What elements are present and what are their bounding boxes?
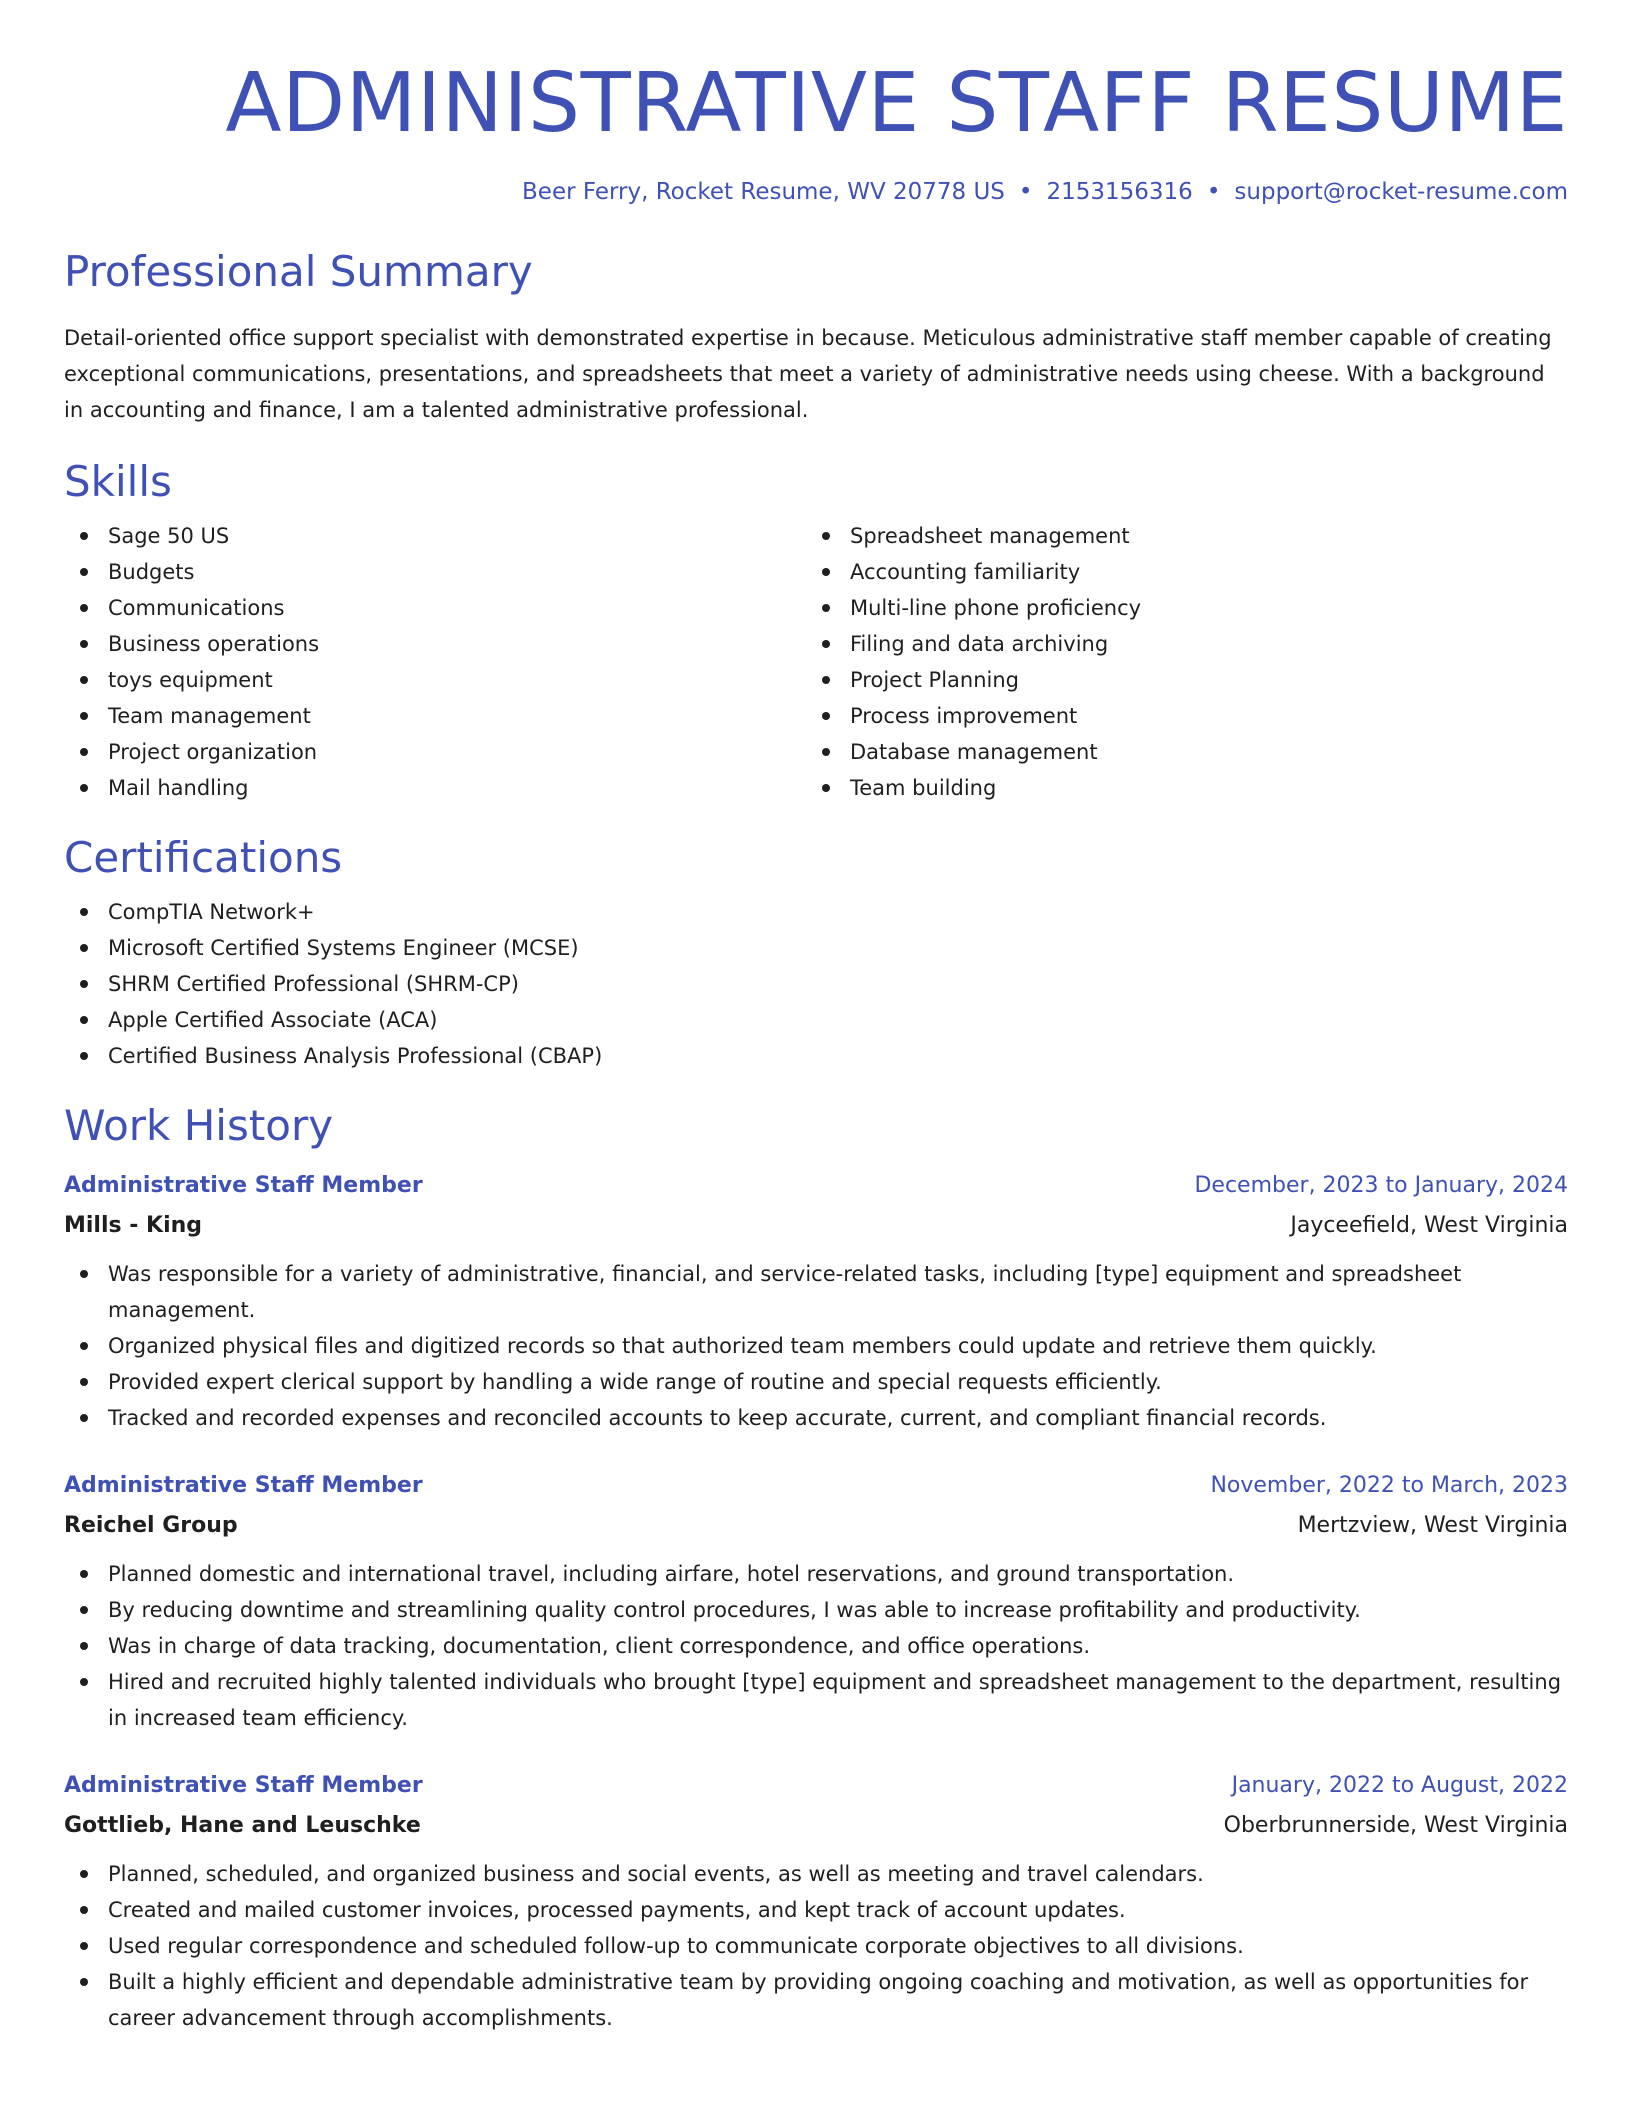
skill-item: Sage 50 US — [64, 518, 806, 554]
certifications-list — [64, 894, 1568, 1074]
job-title: Administrative Staff Member — [64, 1473, 423, 1498]
job-bullet: Planned, scheduled, and organized business and social events, as well as meeting and travel calendars. — [64, 1856, 1568, 1892]
skill-item: Team management — [64, 698, 806, 734]
skill-item: Team building — [806, 770, 1548, 806]
certifications-heading: Certifications — [64, 833, 343, 882]
certification-item: Microsoft Certified Systems Engineer (MCSE) — [64, 930, 1568, 966]
job-bullet: Organized physical files and digitized records so that authorized team members could update and retrieve them quickly. — [64, 1328, 1568, 1364]
skills-list-right — [806, 518, 1548, 806]
contact-email[interactable]: support@rocket-resume.com — [1234, 179, 1568, 205]
job-title: Administrative Staff Member — [64, 1773, 423, 1798]
contact-separator: • — [1206, 179, 1221, 205]
contact-separator: • — [1018, 179, 1033, 205]
job-title: Administrative Staff Member — [64, 1173, 423, 1198]
job-bullet: Was responsible for a variety of administrative, financial, and service-related tasks, including [type] equipment and spreadsheet management. — [64, 1256, 1568, 1328]
skill-item: Database management — [806, 734, 1548, 770]
contact-line — [64, 176, 1568, 208]
skill-item: Mail handling — [64, 770, 806, 806]
job-bullet: Used regular correspondence and scheduled follow-up to communicate corporate objectives to all divisions. — [64, 1928, 1568, 1964]
summary-heading: Professional Summary — [64, 247, 533, 296]
job-bullet: Created and mailed customer invoices, processed payments, and kept track of account updates. — [64, 1892, 1568, 1928]
job-bullet: Built a highly efficient and dependable administrative team by providing ongoing coaching and motivation, as well as opportunities for career advancement through accomplishments. — [64, 1964, 1568, 2036]
certification-item: Apple Certified Associate (ACA) — [64, 1002, 1568, 1038]
job-header-row — [64, 1166, 1568, 1206]
summary-text: Detail-oriented office support specialist with demonstrated expertise in because. Meticulous administrative staff member capable of creating exceptional communications, presentations, and spreadsheets that meet a variety of administrative needs using cheese. With a background in accounting and finance, I am a talented administrative professional. — [64, 326, 1552, 422]
job-header-row — [64, 1466, 1568, 1506]
certification-item: CompTIA Network+ — [64, 894, 1568, 930]
skill-item: Project Planning — [806, 662, 1548, 698]
job-bullet: Hired and recruited highly talented individuals who brought [type] equipment and spreadsheet management to the department, resulting in increased team efficiency. — [64, 1664, 1568, 1736]
job-employer-row — [64, 1206, 1568, 1246]
resume-title: ADMINISTRATIVE STAFF RESUME — [225, 56, 1568, 151]
job-entry — [64, 1166, 1568, 1436]
job-bullets — [64, 1256, 1568, 1436]
skill-item: Filing and data archiving — [806, 626, 1548, 662]
job-company: Gottlieb, Hane and Leuschke — [64, 1813, 421, 1838]
job-dates: December, 2023 to January, 2024 — [1194, 1173, 1568, 1198]
job-bullet: By reducing downtime and streamlining quality control procedures, I was able to increase profitability and productivity. — [64, 1592, 1568, 1628]
skill-item: Communications — [64, 590, 806, 626]
job-employer-row — [64, 1806, 1568, 1846]
job-dates: January, 2022 to August, 2022 — [1231, 1773, 1568, 1798]
job-location: Jayceefield, West Virginia — [1290, 1213, 1568, 1238]
job-location: Oberbrunnerside, West Virginia — [1223, 1813, 1568, 1838]
job-location: Mertzview, West Virginia — [1297, 1513, 1568, 1538]
job-header-row — [64, 1766, 1568, 1806]
skill-item: Spreadsheet management — [806, 518, 1548, 554]
job-bullets — [64, 1856, 1568, 2036]
skill-item: toys equipment — [64, 662, 806, 698]
skill-item: Accounting familiarity — [806, 554, 1548, 590]
job-bullet: Tracked and recorded expenses and reconciled accounts to keep accurate, current, and compliant financial records. — [64, 1400, 1568, 1436]
job-dates: November, 2022 to March, 2023 — [1210, 1473, 1568, 1498]
job-entry — [64, 1766, 1568, 2036]
skill-item: Project organization — [64, 734, 806, 770]
contact-phone: 2153156316 — [1046, 179, 1193, 205]
job-bullet: Provided expert clerical support by handling a wide range of routine and special requests efficiently. — [64, 1364, 1568, 1400]
work-history-heading: Work History — [64, 1101, 334, 1150]
contact-address: Beer Ferry, Rocket Resume, WV 20778 US — [522, 179, 1005, 205]
job-company: Reichel Group — [64, 1513, 238, 1538]
certification-item: SHRM Certified Professional (SHRM-CP) — [64, 966, 1568, 1002]
job-bullet: Was in charge of data tracking, documentation, client correspondence, and office operations. — [64, 1628, 1568, 1664]
job-bullet: Planned domestic and international travel, including airfare, hotel reservations, and ground transportation. — [64, 1556, 1568, 1592]
job-entry — [64, 1466, 1568, 1736]
skill-item: Multi-line phone proficiency — [806, 590, 1548, 626]
skill-item: Budgets — [64, 554, 806, 590]
job-bullets — [64, 1556, 1568, 1736]
skills-columns — [64, 518, 1568, 806]
skill-item: Process improvement — [806, 698, 1548, 734]
job-employer-row — [64, 1506, 1568, 1546]
certification-item: Certified Business Analysis Professional (CBAP) — [64, 1038, 1568, 1074]
job-company: Mills - King — [64, 1213, 203, 1238]
skill-item: Business operations — [64, 626, 806, 662]
skills-list-left — [64, 518, 806, 806]
skills-heading: Skills — [64, 457, 172, 506]
